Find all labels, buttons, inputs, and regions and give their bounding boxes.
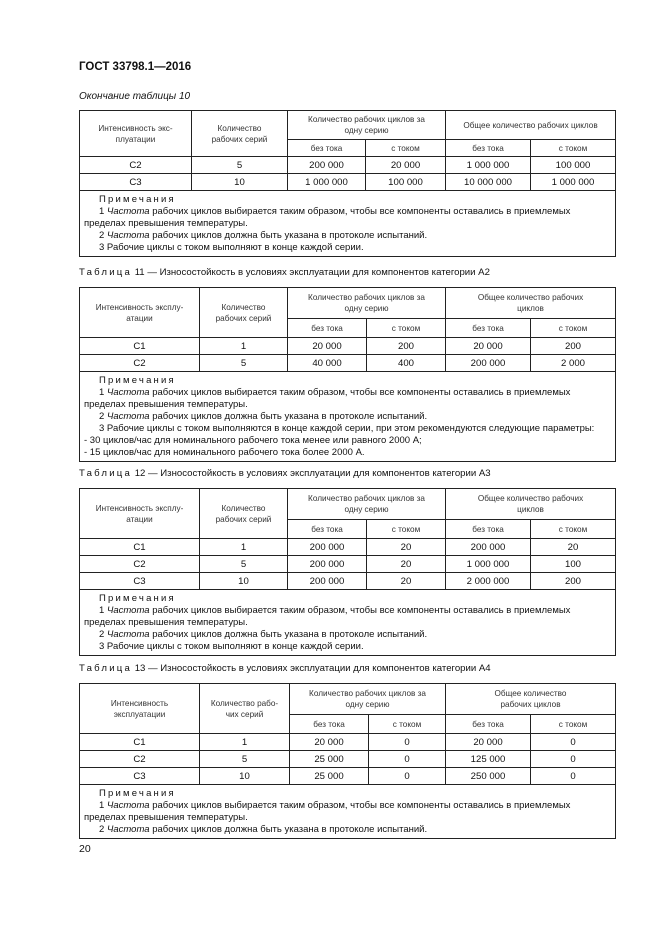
table-13-caption: Таблица 13 — Износостойкость в условиях эксплуатации для компонентов категории А4 <box>79 663 491 674</box>
cell-total-with: 200 <box>531 338 616 355</box>
note-1: 1 Частота рабочих циклов выбирается таким образом, чтобы все компоненты оставались в приемлемых пределах превышения температуры. <box>84 387 571 410</box>
table-11 <box>79 287 616 462</box>
table-row <box>80 573 616 590</box>
cell-total-without: 20 000 <box>446 734 531 751</box>
note-1: 1 Частота рабочих циклов выбирается таким образом, чтобы все компоненты оставались в приемлемых пределах превышения температуры. <box>84 605 571 628</box>
cell-intensity: С3 <box>80 174 192 191</box>
cell-total-with: 100 <box>531 556 616 573</box>
table-row <box>80 539 616 556</box>
cell-intensity: С1 <box>80 338 200 355</box>
cell-series: 5 <box>200 751 290 768</box>
header-with-current: с током <box>531 520 616 539</box>
header-series: Количество рабочих серий <box>200 489 288 539</box>
note-2: 2 Частота рабочих циклов должна быть указана в протоколе испытаний. <box>99 230 428 241</box>
cell-per-without: 200 000 <box>288 556 367 573</box>
cell-per-without: 40 000 <box>288 355 367 372</box>
note-1: 1 Частота рабочих циклов выбирается таким образом, чтобы все компоненты оставались в приемлемых пределах превышения температуры. <box>84 206 571 229</box>
document-header: ГОСТ 33798.1—2016 <box>79 61 192 73</box>
notes-title: Примечания <box>99 375 176 386</box>
cell-intensity: С3 <box>80 573 200 590</box>
notes-title: Примечания <box>99 593 176 604</box>
cell-per-with: 20 <box>367 556 446 573</box>
table-row <box>80 174 616 191</box>
header-total-cycles: Общее количество рабочих циклов <box>446 489 616 520</box>
header-without-current: без тока <box>288 140 366 157</box>
note-3: 3 Рабочие циклы с током выполняют в конце каждой серии. <box>99 242 364 253</box>
cell-per-with: 0 <box>369 751 446 768</box>
header-intensity: Интенсивность эксплуатации <box>80 684 200 734</box>
header-total-cycles: Общее количество рабочих циклов <box>446 684 616 715</box>
note-3-param-2: - 15 циклов/час для номинального рабочего тока более 2000 А. <box>84 447 365 458</box>
header-series: Количество рабо- чих серий <box>200 684 290 734</box>
table-row <box>80 556 616 573</box>
header-total-cycles: Общее количество рабочих циклов <box>446 288 616 319</box>
cell-per-without: 200 000 <box>288 573 367 590</box>
header-cycles-per-series: Количество рабочих циклов за одну серию <box>290 684 446 715</box>
table-row <box>80 338 616 355</box>
header-without-current: без тока <box>446 715 531 734</box>
header-with-current: с током <box>531 140 616 157</box>
notes-title: Примечания <box>99 194 176 205</box>
table-11-caption: Таблица 11 — Износостойкость в условиях эксплуатации для компонентов категории А2 <box>79 267 490 278</box>
header-without-current: без тока <box>288 319 367 338</box>
table-row <box>80 768 616 785</box>
cell-per-without: 20 000 <box>288 338 367 355</box>
header-without-current: без тока <box>290 715 369 734</box>
cell-per-with: 20 <box>367 539 446 556</box>
header-with-current: с током <box>531 319 616 338</box>
cell-total-without: 20 000 <box>446 338 531 355</box>
header-with-current: с током <box>531 715 616 734</box>
table-notes <box>80 372 616 462</box>
table-notes <box>80 785 616 839</box>
cell-per-without: 25 000 <box>290 768 369 785</box>
cell-per-without: 200 000 <box>288 157 366 174</box>
header-intensity: Интенсивность экс- плуатации <box>80 111 192 157</box>
cell-total-with: 200 <box>531 573 616 590</box>
cell-per-without: 20 000 <box>290 734 369 751</box>
cell-per-with: 20 000 <box>366 157 446 174</box>
note-2: 2 Частота рабочих циклов должна быть указана в протоколе испытаний. <box>99 629 428 640</box>
cell-per-without: 25 000 <box>290 751 369 768</box>
table-row <box>80 355 616 372</box>
cell-total-with: 100 000 <box>531 157 616 174</box>
header-with-current: с током <box>367 520 446 539</box>
note-1: 1 Частота рабочих циклов выбирается таким образом, чтобы все компоненты оставались в приемлемых пределах превышения температуры. <box>84 800 571 823</box>
cell-total-with: 2 000 <box>531 355 616 372</box>
table-13 <box>79 683 616 839</box>
cell-total-with: 0 <box>531 751 616 768</box>
cell-per-without: 1 000 000 <box>288 174 366 191</box>
cell-per-with: 0 <box>369 768 446 785</box>
cell-series: 5 <box>200 556 288 573</box>
cell-intensity: С1 <box>80 539 200 556</box>
continuation-caption: Окончание таблицы 10 <box>79 91 191 102</box>
cell-total-with: 1 000 000 <box>531 174 616 191</box>
note-3: 3 Рабочие циклы с током выполняют в конце каждой серии. <box>99 641 364 652</box>
note-2: 2 Частота рабочих циклов должна быть указана в протоколе испытаний. <box>99 411 428 422</box>
table-notes <box>80 191 616 257</box>
header-series: Количество рабочих серий <box>192 111 288 157</box>
cell-total-without: 10 000 000 <box>446 174 531 191</box>
table-12 <box>79 488 616 656</box>
note-2: 2 Частота рабочих циклов должна быть указана в протоколе испытаний. <box>99 824 428 835</box>
cell-series: 5 <box>200 355 288 372</box>
header-with-current: с током <box>369 715 446 734</box>
header-with-current: с током <box>366 140 446 157</box>
cell-intensity: С1 <box>80 734 200 751</box>
header-cycles-per-series: Количество рабочих циклов за одну серию <box>288 288 446 319</box>
cell-intensity: С2 <box>80 157 192 174</box>
cell-total-without: 250 000 <box>446 768 531 785</box>
cell-series: 1 <box>200 539 288 556</box>
header-without-current: без тока <box>446 319 531 338</box>
header-without-current: без тока <box>446 140 531 157</box>
cell-total-without: 200 000 <box>446 539 531 556</box>
cell-total-with: 0 <box>531 768 616 785</box>
cell-total-without: 1 000 000 <box>446 157 531 174</box>
page-number: 20 <box>79 843 91 855</box>
header-intensity: Интенсивность эксплу- атации <box>80 489 200 539</box>
cell-intensity: С3 <box>80 768 200 785</box>
cell-intensity: С2 <box>80 751 200 768</box>
cell-series: 10 <box>200 768 290 785</box>
cell-total-without: 125 000 <box>446 751 531 768</box>
header-without-current: без тока <box>288 520 367 539</box>
table-row <box>80 157 616 174</box>
cell-total-without: 200 000 <box>446 355 531 372</box>
header-cycles-per-series: Количество рабочих циклов за одну серию <box>288 489 446 520</box>
header-series: Количество рабочих серий <box>200 288 288 338</box>
header-total-cycles: Общее количество рабочих циклов <box>446 111 616 140</box>
cell-total-with: 0 <box>531 734 616 751</box>
header-with-current: с током <box>367 319 446 338</box>
cell-per-with: 20 <box>367 573 446 590</box>
cell-total-with: 20 <box>531 539 616 556</box>
table-row <box>80 751 616 768</box>
cell-intensity: С2 <box>80 556 200 573</box>
header-without-current: без тока <box>446 520 531 539</box>
cell-per-with: 0 <box>369 734 446 751</box>
cell-total-without: 1 000 000 <box>446 556 531 573</box>
cell-per-with: 200 <box>367 338 446 355</box>
table-row <box>80 734 616 751</box>
cell-series: 1 <box>200 734 290 751</box>
cell-total-without: 2 000 000 <box>446 573 531 590</box>
header-intensity: Интенсивность эксплу- атации <box>80 288 200 338</box>
header-cycles-per-series: Количество рабочих циклов за одну серию <box>288 111 446 140</box>
table-10 <box>79 110 616 257</box>
cell-series: 10 <box>200 573 288 590</box>
cell-series: 5 <box>192 157 288 174</box>
note-3: 3 Рабочие циклы с током выполняются в конце каждой серии, при этом рекомендуются следующие параметры: <box>99 423 595 434</box>
table-notes <box>80 590 616 656</box>
table-12-caption: Таблица 12 — Износостойкость в условиях эксплуатации для компонентов категории А3 <box>79 468 491 479</box>
cell-per-without: 200 000 <box>288 539 367 556</box>
note-3-param-1: - 30 циклов/час для номинального рабочего тока менее или равного 2000 А; <box>84 435 422 446</box>
cell-intensity: С2 <box>80 355 200 372</box>
cell-per-with: 400 <box>367 355 446 372</box>
notes-title: Примечания <box>99 788 176 799</box>
cell-series: 1 <box>200 338 288 355</box>
cell-per-with: 100 000 <box>366 174 446 191</box>
cell-series: 10 <box>192 174 288 191</box>
